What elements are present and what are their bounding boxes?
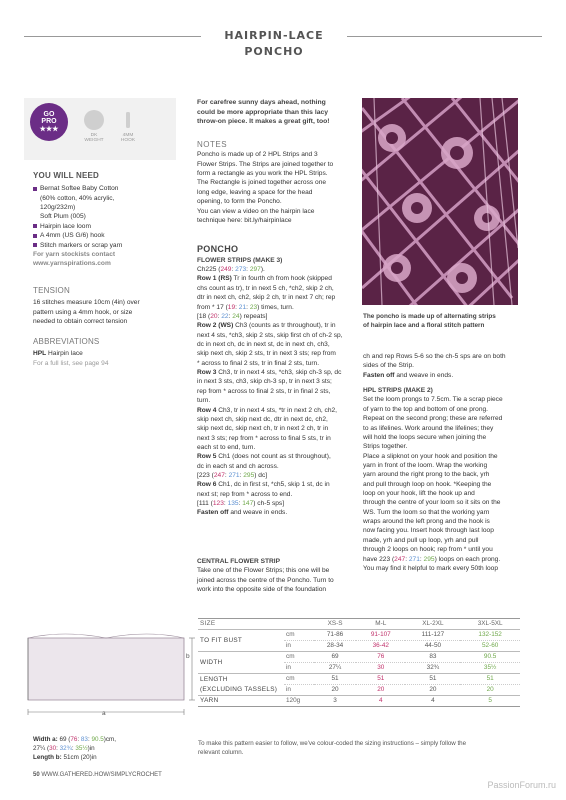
page-number: 50 xyxy=(33,772,40,778)
table-row: in 28-34 36-42 44-50 52-60 xyxy=(198,641,520,652)
instruction-line: yarn in front of the loom. Wrap the working xyxy=(363,461,488,469)
flower-strips-heading: FLOWER STRIPS (MAKE 3) xyxy=(197,256,283,264)
diagram-caption: Width a: 69 (76: 83: 90.5)cm, 27¼ (30: 32¾: 35½)in Length b: 51cm (20)in xyxy=(33,736,116,761)
intro-text: For carefree sunny days ahead, nothing could be more appropriate than this lacy throw-on piece. It makes a great gift, too! xyxy=(197,99,330,126)
abbreviations-section xyxy=(33,336,183,368)
skill-level-badge xyxy=(30,103,68,141)
instruction-line: and pull through loop on hook. *Keeping the xyxy=(363,480,492,488)
instruction-line: skip next dc, skip next ch, tr in next 2 ch, tr in xyxy=(197,425,329,433)
spec1-line1: DK xyxy=(90,133,98,138)
material-item: Bernat Softee Baby Cotton (60% cotton, 40% acrylic, 120g/232m) Soft Plum (005) xyxy=(33,184,183,221)
dimension-b-label: b xyxy=(186,653,190,660)
instruction-line: [18 (20: 22: 24) repeats] xyxy=(197,312,268,320)
table-row: in 27¼ 30 32¾ 35½ xyxy=(198,663,520,674)
instruction-line: Row 1 (RS) Tr in fourth ch from hook (skipped xyxy=(197,275,332,283)
material-item: Hairpin lace loom xyxy=(33,222,183,231)
instruction-line: wraps around the left prong and the hook is xyxy=(363,518,490,526)
photo-caption: The poncho is made up of alternating strips of hairpin lace and a floral stitch pattern xyxy=(363,313,496,330)
instruction-line: turn. xyxy=(197,397,211,405)
instruction-line: now facing you. Insert hook through last loop xyxy=(363,527,494,535)
badge-line2: PRO xyxy=(41,118,57,125)
instruction-line: Row 5 Ch1 (does not count as st throughout), xyxy=(197,453,331,461)
loop-count: have 223 (247: 271: 295) loops on each prong. xyxy=(363,555,501,563)
yarn-ball-icon xyxy=(84,110,104,130)
instruction-line: [111 (123: 135: 147) ch-5 sps] xyxy=(197,500,285,508)
instruction-line: through 2 loops on hook; rep from * until you xyxy=(363,546,493,554)
central-flower-section: CENTRAL FLOWER STRIP Take one of the Flower Strips; this one will be joined across the centre of the Poncho. Turn to work into the opposite side of the foundation xyxy=(197,557,359,594)
instruction-line: chs count as tr), tr in next 5 ch, *ch2, skip 2 ch, xyxy=(197,284,334,292)
instruction-line: each st to end, turn. xyxy=(197,443,256,451)
instruction-line: skip next ch, skip next dc, dtr in next dc, ch2, xyxy=(197,415,328,423)
abbreviation-hpl: HPL Hairpin lace xyxy=(33,350,83,358)
table-row: in 20 20 20 20 xyxy=(198,685,520,696)
tension-text: 16 stitches measure 10cm (4in) over pattern using a 4mm hook, or size needed to obtain correct tension xyxy=(33,299,140,326)
instruction-line: from * 17 (19: 21: 23) times, turn. xyxy=(197,303,294,311)
tension-section xyxy=(33,285,183,326)
instruction-line: will hold the loops secure when joining the xyxy=(363,433,487,441)
page-footer xyxy=(33,771,162,780)
instruction-line: next 3 sts; rep from * across to final 5 sts, tr in xyxy=(197,434,331,442)
material-item: A 4mm (US G/6) hook xyxy=(33,231,183,240)
table-row: TO FIT BUST cm 71-86 91-107 111-127 132-152 xyxy=(198,630,520,641)
flower-strip-instructions xyxy=(197,274,359,517)
instruction-line: rep from * across to final 2 sts, tr in final 2 sts, xyxy=(197,387,331,395)
instruction-line: through the centre of your loom so it sits on the xyxy=(363,499,501,507)
spec2-line1: 4MM xyxy=(122,133,134,138)
instruction-line: Place a slipknot on your hook and position the xyxy=(363,452,498,460)
hook-size-spec xyxy=(113,110,143,144)
instruction-line: to as lifelines. Work around the lifelines; they xyxy=(363,424,494,432)
instruction-line: [223 (247: 271: 295) dc] xyxy=(197,472,268,480)
you-will-need-heading: YOU WILL NEED xyxy=(33,171,100,180)
abbreviations-list-ref: For a full list, see page 94 xyxy=(33,359,109,367)
hpl-instructions xyxy=(363,395,518,554)
instruction-line: made, yrh and pull up loop, yrh and pull xyxy=(363,536,479,544)
instruction-line: WS. Turn the loom so that the working yarn xyxy=(363,508,490,516)
fold-label xyxy=(0,651,3,661)
table-row: WIDTH cm 69 76 83 90.5 xyxy=(198,652,520,663)
table-note: To make this pattern easier to follow, we've colour-coded the sizing instructions – simply follow the relevant column. xyxy=(198,740,467,756)
instruction-line: Row 6 Ch1, dc in first st, *ch5, skip 1 st, dc in xyxy=(197,481,330,489)
chain-count: Ch225 (249: 273: 297). xyxy=(197,266,265,274)
instruction-line: dc in each st and ch across. xyxy=(197,462,279,470)
stockists-note: For yarn stockists contact www.yarnspirations.com xyxy=(33,250,116,268)
instruction-line: of yarn to the top and bottom of one prong. xyxy=(363,405,489,413)
spec2-line2: HOOK xyxy=(120,138,136,144)
spec1-line2: WEIGHT xyxy=(84,138,104,144)
instruction-line: * across to final 2 sts, tr in final 2 sts, turn. xyxy=(197,359,320,367)
instruction-line: in next 3 sts, ch3, skip ch-3 sp, tr in next 3 sts; xyxy=(197,378,332,386)
instruction-line: Row 4 Ch3, tr in next 4 sts, *tr in next 2 ch, ch2, xyxy=(197,406,337,414)
instruction-line: next st; rep from * across to end. xyxy=(197,490,293,498)
notes-text: Poncho is made up of 2 HPL Strips and 3 Flower Strips. The Strips are joined together to form a rectangle as you work the HPL Strips. The Rectangle is joined together across one long edge, leaving a space for the head opening, to form the Poncho. You can view a video on the hairpin lace technique here: bit.ly/hairpinlace xyxy=(197,151,334,224)
table-row: YARN 120g 3 4 4 5 xyxy=(198,696,520,707)
badge-stars: ★★★ xyxy=(39,125,59,133)
materials-list xyxy=(33,184,183,250)
you-will-need-section xyxy=(33,170,183,269)
poncho-photo xyxy=(362,98,518,305)
instruction-line: Strips together. xyxy=(363,443,408,451)
right-column-text: ch and rep Rows 5-6 so the ch-5 sps are on both sides of the Strip. Fasten off and weave in ends. HPL STRIPS (MAKE 2) Set the loom prongs to 7.5cm. Tie a scrap piece of yarn to the top and bottom of one prong. Repeat on the second prong; these are referred to as lifelines. Work around the lifelines; they will hold the loops secure when joining the Strips together. Place a slipknot on your hook and position the yarn in front of the loom. Wrap the working yarn around the right prong to the back, yrh and pull through loop on hook. *Keeping the loop on your hook, lift the hook up and through the centre of your loom so it sits on the WS. Turn the loom so that the working yarn wraps around the left prong and the hook is now facing you. Insert hook through last loop made, yrh and pull up loop, yrh and pull through 2 loops on hook; rep from * until you have 223 (247: 271: 295) loops on each prong. You may find it helpful to mark every 50th loop xyxy=(363,352,518,573)
instruction-line: Fasten off and weave in ends. xyxy=(197,509,288,517)
footer-url[interactable]: WWW.GATHERED.HOW/SIMPLYCROCHET xyxy=(41,772,162,778)
table-header-row: SIZE XS-S M-L XL-2XL 3XL-5XL xyxy=(198,619,520,630)
yarn-weight-spec xyxy=(79,110,109,144)
abbreviations-heading: ABBREVIATIONS xyxy=(33,337,100,346)
instruction-line: Row 3 Ch3, tr in next 4 sts, *ch3, skip ch-3 sp, dc xyxy=(197,369,342,377)
central-flower-heading: CENTRAL FLOWER STRIP xyxy=(197,558,281,565)
poncho-section xyxy=(197,243,359,518)
instruction-line: Set the loom prongs to 7.5cm. Tie a scrap piece xyxy=(363,396,503,404)
instruction-line: skip next ch, skip 2 sts, tr in next 3 sts; rep from xyxy=(197,350,336,358)
badge-line1: GO xyxy=(43,111,55,118)
poncho-schematic xyxy=(24,630,199,735)
dimension-a-label: a xyxy=(102,710,106,717)
notes-heading: NOTES xyxy=(197,140,228,149)
instruction-line: loop on your hook, lift the hook up and xyxy=(363,490,475,498)
watermark: PassionForum.ru xyxy=(487,780,556,790)
table-row: LENGTH (EXCLUDING TASSELS) cm 51 51 51 51 xyxy=(198,674,520,685)
tension-heading: TENSION xyxy=(33,286,70,295)
instruction-line: next 4 sts, *ch3, skip 2 sts, skip first ch of ch-2 sp, xyxy=(197,331,343,339)
size-table xyxy=(198,618,520,707)
hpl-strips-heading: HPL STRIPS (MAKE 2) xyxy=(363,387,433,395)
instruction-line: Row 2 (WS) Ch3 (counts as tr throughout), tr in xyxy=(197,322,336,330)
crochet-hook-icon xyxy=(118,110,138,130)
material-item: Stitch markers or scrap yarn xyxy=(33,241,183,250)
instruction-line: dc in next ch, dc in next st, dc in next ch, ch3, xyxy=(197,341,330,348)
poncho-heading: PONCHO xyxy=(197,244,239,254)
instruction-line: yarn around the right prong to the back, yrh xyxy=(363,471,490,479)
notes-section xyxy=(197,139,359,225)
instruction-line: dtr in next ch, ch2, skip 2 ch, tr in next 7 ch; rep xyxy=(197,294,336,302)
instruction-line: Repeat on the second prong; these are referred xyxy=(363,415,503,423)
page-title: HAIRPIN-LACE PONCHO xyxy=(224,29,324,58)
